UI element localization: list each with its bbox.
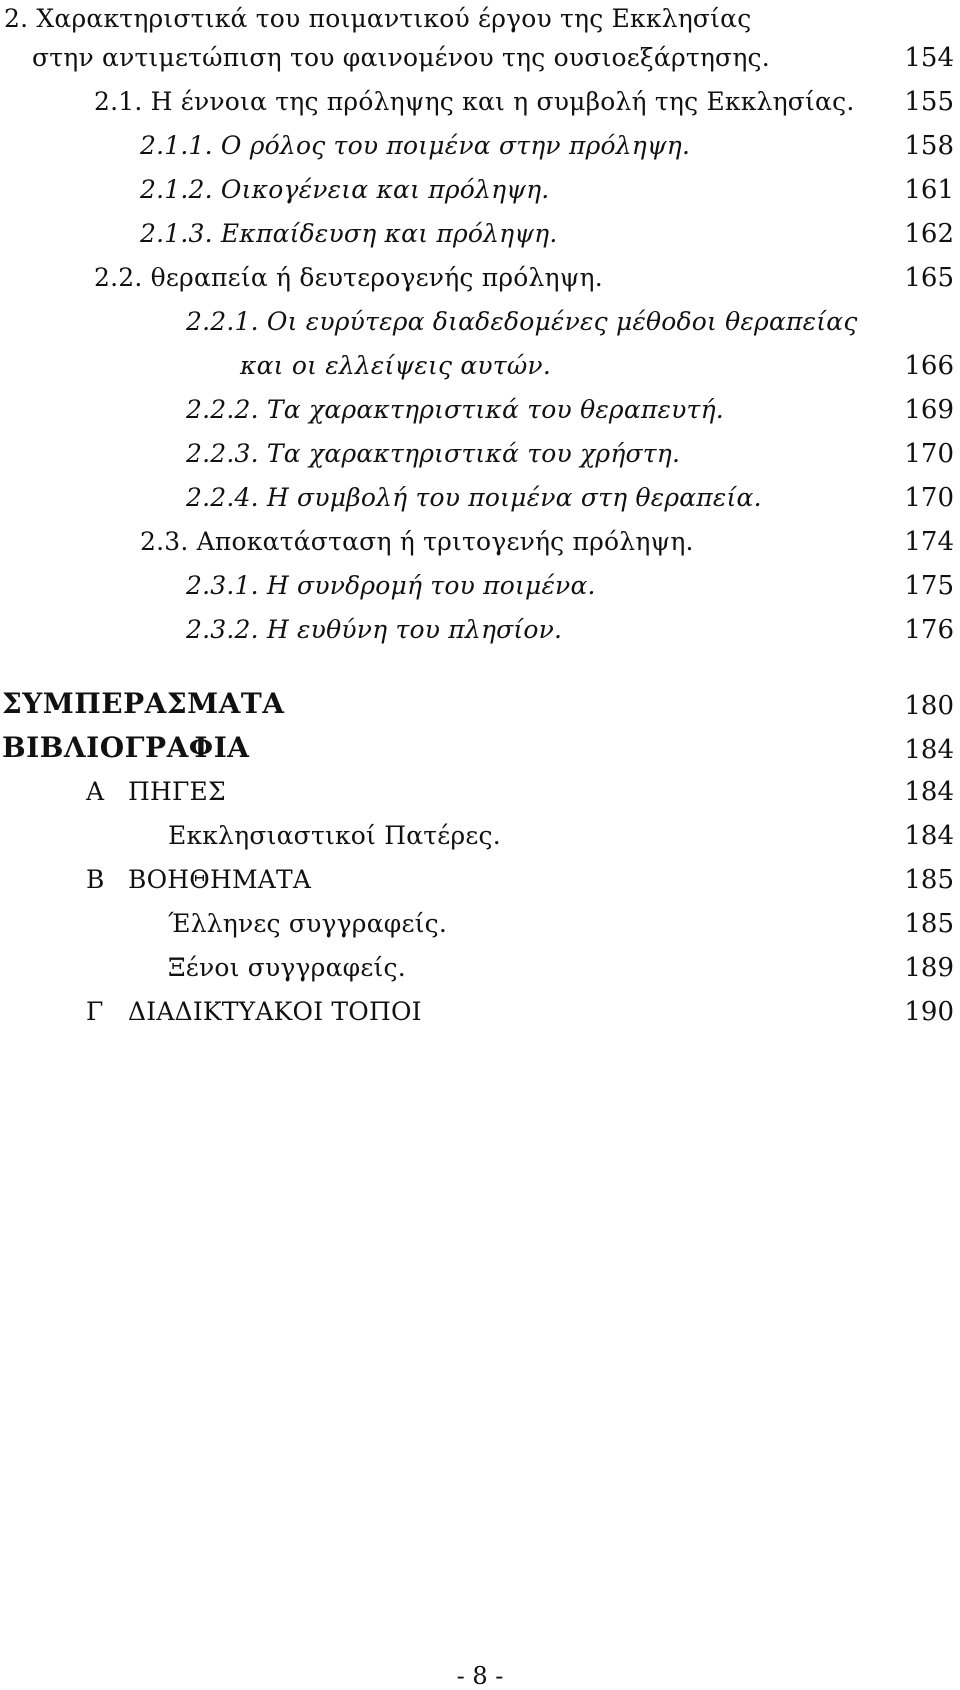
toc-entry-2-2-4: 2.2.4. Η συμβολή του ποιμένα στη θεραπεία.: [186, 483, 762, 512]
toc-entry-2-3: 2.3. Αποκατάσταση ή τριτογενής πρόληψη.: [140, 527, 694, 556]
toc-entry-2-2-3: 2.2.3. Τα χαρακτηριστικά του χρήστη.: [186, 439, 681, 468]
toc-page-2-2: 165: [904, 263, 954, 293]
toc-entry-2-1-3: 2.1.3. Εκπαίδευση και πρόληψη.: [140, 219, 558, 248]
toc-page-2-1-1: 158: [904, 131, 954, 161]
page-number: - 8 -: [456, 1662, 504, 1690]
toc-entry-2-2-1-cont: και οι ελλείψεις αυτών.: [240, 351, 551, 380]
toc-page-greek-authors: 185: [904, 909, 954, 939]
toc-entry-sources: ΠΗΓΕΣ: [128, 777, 226, 806]
toc-page-2-3-2: 176: [904, 615, 954, 645]
toc-page-2-1-3: 162: [904, 219, 954, 249]
toc-entry-2-2-1: 2.2.1. Οι ευρύτερα διαδεδομένες μέθοδοι θεραπείας: [186, 307, 858, 336]
toc-entry-greek-authors: Έλληνες συγγραφείς.: [168, 909, 447, 938]
toc-entry-church-fathers: Εκκλησιαστικοί Πατέρες.: [168, 821, 501, 850]
toc-page-church-fathers: 184: [904, 821, 954, 851]
toc-page-foreign-authors: 189: [904, 953, 954, 983]
toc-entry-2-2-2: 2.2.2. Τα χαρακτηριστικά του θεραπευτή.: [186, 395, 724, 424]
toc-entry-2-3-2: 2.3.2. Η ευθύνη του πλησίον.: [186, 615, 563, 644]
toc-entry-bibliography: ΒΙΒΛΙΟΓΡΑΦΙΑ: [2, 731, 250, 764]
toc-letter-b: Β: [86, 865, 105, 894]
toc-entry-conclusions: ΣΥΜΠΕΡΑΣΜΑΤΑ: [2, 687, 285, 720]
toc-page-2-1: 155: [904, 87, 954, 117]
toc-entry-2-cont: στην αντιμετώπιση του φαινομένου της ουσιοεξάρτησης.: [32, 43, 770, 72]
toc-entry-aids: ΒΟΗΘΗΜΑΤΑ: [128, 865, 312, 894]
toc-page-2: 154: [904, 43, 954, 73]
toc-page-2-3: 174: [904, 527, 954, 557]
toc-entry-2-3-1: 2.3.1. Η συνδρομή του ποιμένα.: [186, 571, 596, 600]
toc-page-2-2-2: 169: [904, 395, 954, 425]
toc-entry-2-1-2: 2.1.2. Οικογένεια και πρόληψη.: [140, 175, 550, 204]
toc-page-websites: 190: [904, 997, 954, 1027]
toc-page-2-2-3: 170: [904, 439, 954, 469]
toc-page-2-1-2: 161: [904, 175, 954, 205]
toc-entry-2-1-1: 2.1.1. Ο ρόλος του ποιμένα στην πρόληψη.: [140, 131, 691, 160]
toc-entry-2-2: 2.2. θεραπεία ή δευτερογενής πρόληψη.: [94, 263, 603, 292]
toc-letter-a: Α: [86, 777, 105, 806]
toc-page-sources: 184: [904, 777, 954, 807]
toc-entry-2-1: 2.1. Η έννοια της πρόληψης και η συμβολή της Εκκλησίας.: [94, 87, 855, 116]
toc-page-2-2-4: 170: [904, 483, 954, 513]
toc-entry-foreign-authors: Ξένοι συγγραφείς.: [168, 953, 406, 982]
toc-letter-c: Γ: [86, 997, 104, 1026]
toc-page-aids: 185: [904, 865, 954, 895]
toc-page-bibliography: 184: [904, 735, 954, 765]
toc-entry-2: 2. Χαρακτηριστικά του ποιμαντικού έργου της Εκκλησίας: [4, 4, 752, 33]
toc-page-conclusions: 180: [904, 691, 954, 721]
toc-entry-websites: ΔΙΑΔΙΚΤΥΑΚΟΙ ΤΟΠΟΙ: [128, 997, 422, 1026]
toc-page-2-3-1: 175: [904, 571, 954, 601]
toc-page-2-2-1: 166: [904, 351, 954, 381]
